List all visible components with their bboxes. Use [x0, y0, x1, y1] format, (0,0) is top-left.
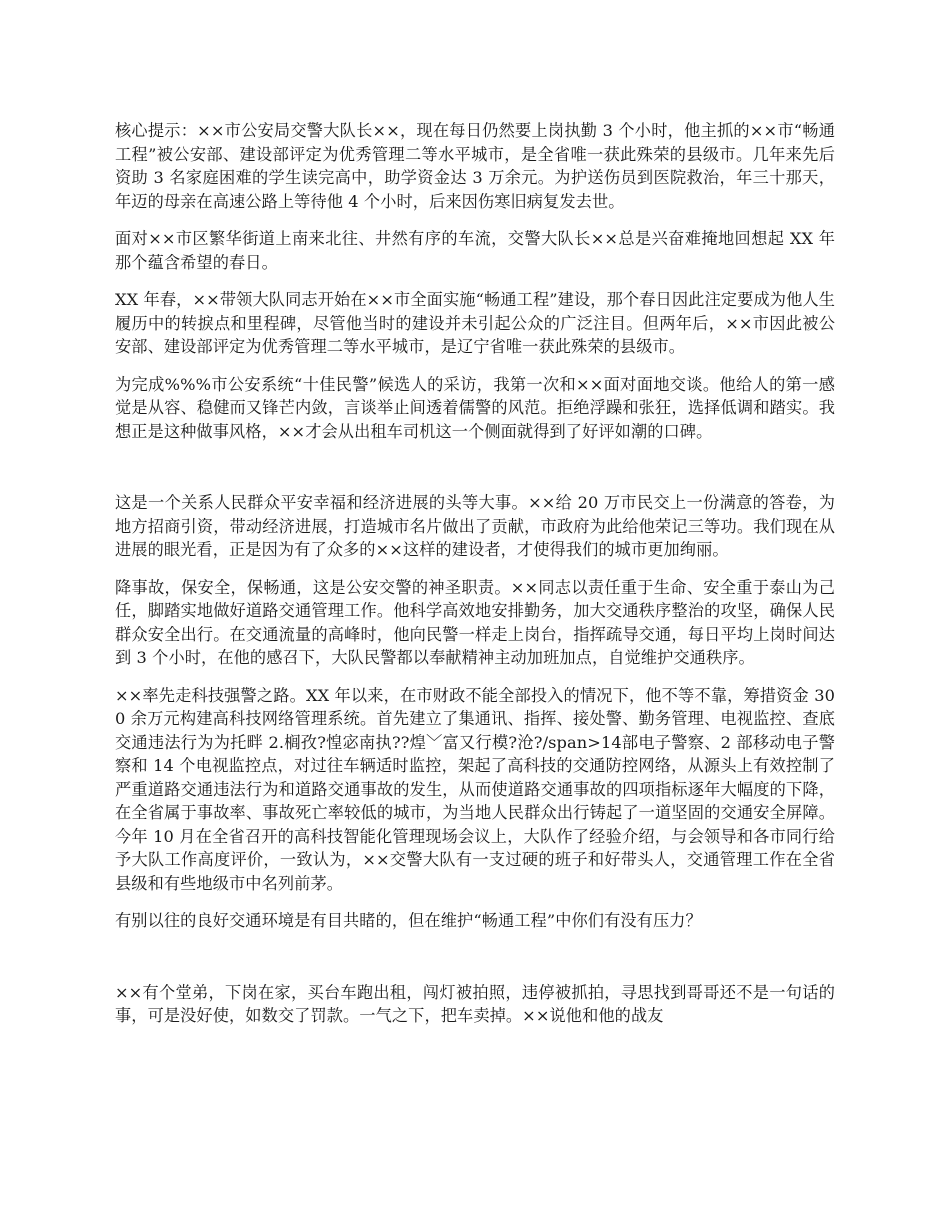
paragraph-gap — [115, 457, 835, 491]
paragraph-duty: 降事故，保安全，保畅通，这是公安交警的神圣职责。××同志以责任重于生命、安全重于泰山为己任，脚踏实地做好道路交通管理工作。他科学高效地安排勤务，加大交通秩序整治的攻坚，确保人民群众安全出行。在交通流量的高峰时，他向民警一样走上岗台，指挥疏导交通，每日平均上岗时间达到 3 个小时，在他的感召下，大队民警都以奉献精神主动加班加点，自觉维护交通秩序。 — [115, 577, 835, 667]
paragraph-summary: 核心提示：××市公安局交警大队长××，现在每日仍然要上岗执勤 3 个小时，他主抓的××市“畅通工程”被公安部、建设部评定为优秀管理二等水平城市，是全省唯一获此殊荣的县级市。几年来先后资助 3 名家庭困难的学生读完高中，助学资金达 3 万余元。为护送伤员到医院救治，年三十那天，年迈的母亲在高速公路上等待他 4 个小时，后来因伤寒旧病复发去世。 — [115, 121, 835, 211]
paragraph-spring: XX 年春，××带领大队同志开始在××市全面实施“畅通工程”建设，那个春日因此注定要成为他人生履历中的转捩点和里程碑，尽管他当时的建设并未引起公众的广泛注目。但两年后，××市因此被公安部、建设部评定为优秀管理二等水平城市，是辽宁省唯一获此殊荣的县级市。 — [115, 290, 835, 356]
paragraph-major-event: 这是一个关系人民群众平安幸福和经济进展的头等大事。××给 20 万市民交上一份满意的答卷，为地方招商引资，带动经济进展，打造城市名片做出了贡献，市政府为此给他荣记三等功。我们现在从进展的眼光看，正是因为有了众多的××这样的建设者，才使得我们的城市更加绚丽。 — [115, 493, 835, 559]
paragraph-interview: 为完成%%%市公安系统“十佳民警”候选人的采访，我第一次和××面对面地交谈。他给人的第一感觉是从容、稳健而又锋芒内敛，言谈举止间透着儒警的风范。拒绝浮躁和张狂，选择低调和踏实。我想正是这种做事风格，××才会从出租车司机这一个侧面就得到了好评如潮的口碑。 — [115, 374, 835, 441]
paragraph-technology: ××率先走科技强警之路。XX 年以来，在市财政不能全部投入的情况下，他不等不靠，筹措资金 300 余万元构建高科技网络管理系统。首先建立了集通讯、指挥、接处警、勤务管理、电视监控、查底交通违法行为为托畔 2.榈孜?惶宓南执??煌﹀富又行模?沧?/span>14部电子警察、2 部移动电子警察和 14 个电视监控点，对过往车辆适时监控，架起了高科技的交通防控网络，从源头上有效控制了严重道路交通违法行为和道路交通事故的发生，从而使道路交通事故的四项指标逐年大幅度的下降，在全省属于事故率、事故死亡率较低的城市，为当地人民群众出行铸起了一道坚固的交通安全屏障。今年 10 月在全省召开的高科技智能化管理现场会议上，大队作了经验介绍，与会领导和各市同行给予大队工作高度评价，一致认为，××交警大队有一支过硬的班子和好带头人，交通管理工作在全省县级和有些地级市中名列前茅。 — [115, 685, 835, 893]
paragraph-cousin: ××有个堂弟，下岗在家，买台车跑出租，闯灯被拍照，违停被抓拍，寻思找到哥哥还不是一句话的事，可是没好使，如数交了罚款。一气之下，把车卖掉。××说他和他的战友 — [115, 982, 835, 1025]
paragraph-question: 有别以往的良好交通环境是有目共睹的，但在维护“畅通工程”中你们有没有压力？ — [115, 911, 702, 930]
document-body — [115, 119, 835, 1042]
paragraph-gap — [115, 947, 835, 981]
paragraph-recollection: 面对××市区繁华街道上南来北往、井然有序的车流，交警大队长××总是兴奋难掩地回想起 XX 年那个蕴含希望的春日。 — [115, 229, 835, 272]
